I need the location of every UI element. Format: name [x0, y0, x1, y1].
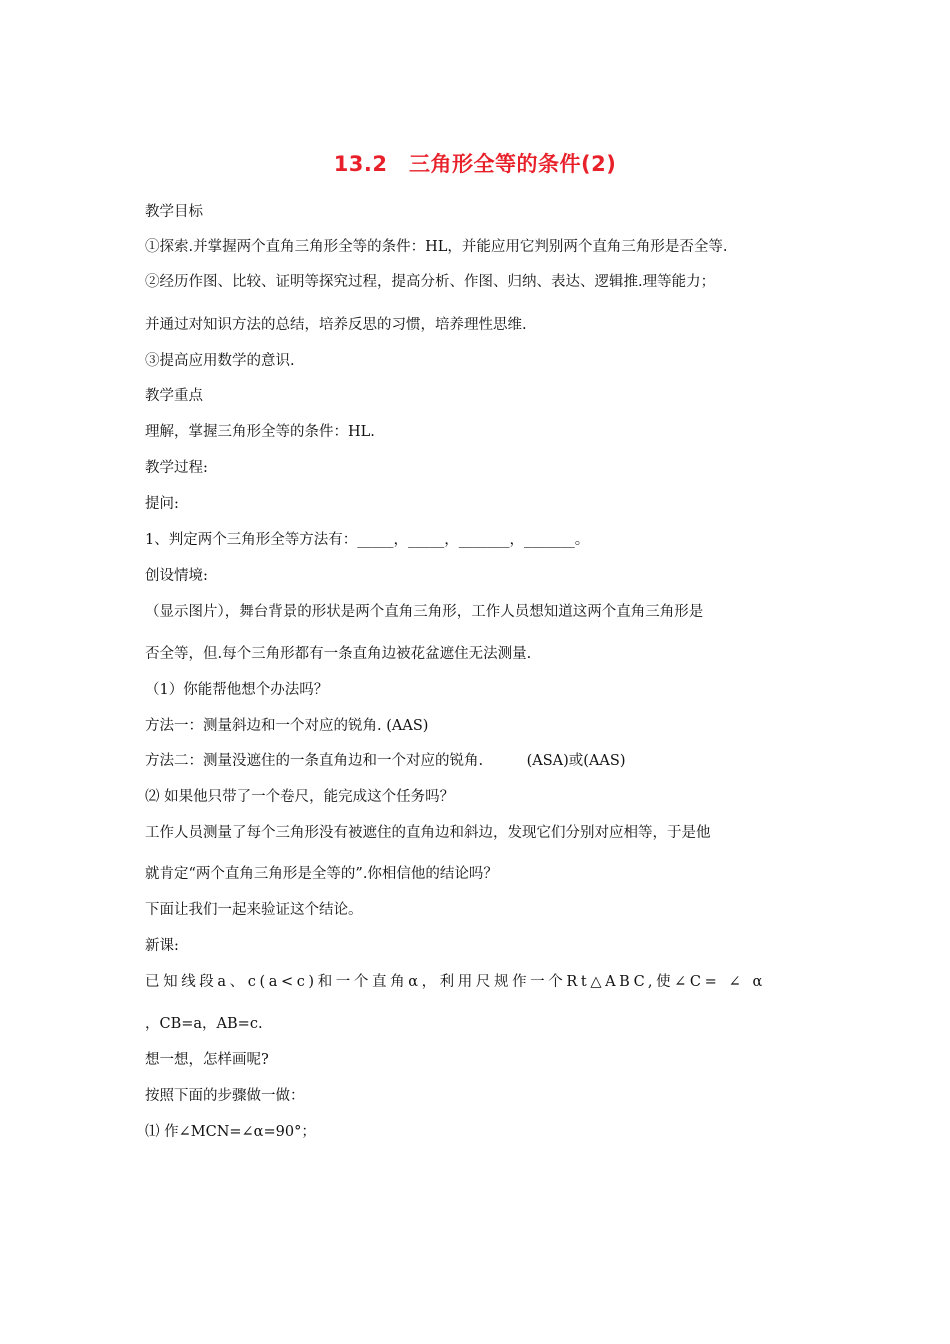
objective-3: ③提高应用数学的意识.	[145, 353, 295, 369]
section-heading-process: 教学过程:	[145, 460, 208, 476]
scenario-text-continued: 否全等，但.每个三角形都有一条直角边被花盆遮住无法测量.	[145, 646, 532, 662]
method-1: 方法一：测量斜边和一个对应的锐角. (AAS)	[145, 718, 429, 734]
measurement-text-continued: 就肯定“两个直角三角形是全等的”.你相信他的结论吗？	[145, 866, 498, 882]
question-1: 1、判定两个三角形全等方法有：_____，_____，_______，_______。	[145, 532, 590, 548]
objective-2: ②经历作图、比较、证明等探究过程，提高分析、作图、归纳、表达、逻辑推.理等能力；	[145, 274, 716, 290]
sub-question-1: （1）你能帮他想个办法吗？	[145, 682, 329, 698]
steps-prompt: 按照下面的步骤做一做：	[145, 1088, 305, 1104]
objective-1: ①探索.并掌握两个直角三角形全等的条件：HL，并能应用它判别两个直角三角形是否全等.	[145, 239, 728, 255]
think-prompt: 想一想，怎样画呢?	[145, 1052, 269, 1068]
scenario-text: （显示图片），舞台背景的形状是两个直角三角形，工作人员想知道这两个直角三角形是	[145, 604, 704, 620]
section-heading-objectives: 教学目标	[145, 204, 203, 220]
key-point-text: 理解，掌握三角形全等的条件：HL.	[145, 424, 375, 440]
step-1: ⑴ 作∠MCN=∠α=90°；	[145, 1124, 316, 1140]
measurement-text: 工作人员测量了每个三角形没有被遮住的直角边和斜边，发现它们分别对应相等，于是他	[145, 825, 711, 841]
verify-text: 下面让我们一起来验证这个结论。	[145, 902, 363, 918]
method-2: 方法二：测量没遮住的一条直角边和一个对应的锐角. (ASA)或(AAS)	[145, 753, 626, 769]
section-heading-key-points: 教学重点	[145, 388, 203, 404]
sub-question-2: ⑵ 如果他只带了一个卷尺，能完成这个任务吗？	[145, 789, 455, 805]
construction-task: 已知线段a、c(a<c)和一个直角α，利用尺规作一个Rt△ABC,使∠C= ∠ α	[145, 974, 766, 990]
section-heading-questions: 提问:	[145, 496, 179, 512]
construction-task-continued: ，CB=a，AB=c.	[145, 1016, 263, 1032]
objective-2-continued: 并通过对知识方法的总结，培养反思的习惯，培养理性思维.	[145, 317, 527, 333]
page-title: 13.2 三角形全等的条件(2)	[333, 152, 617, 176]
section-heading-new-lesson: 新课:	[145, 938, 179, 954]
section-heading-scenario: 创设情境:	[145, 568, 208, 584]
